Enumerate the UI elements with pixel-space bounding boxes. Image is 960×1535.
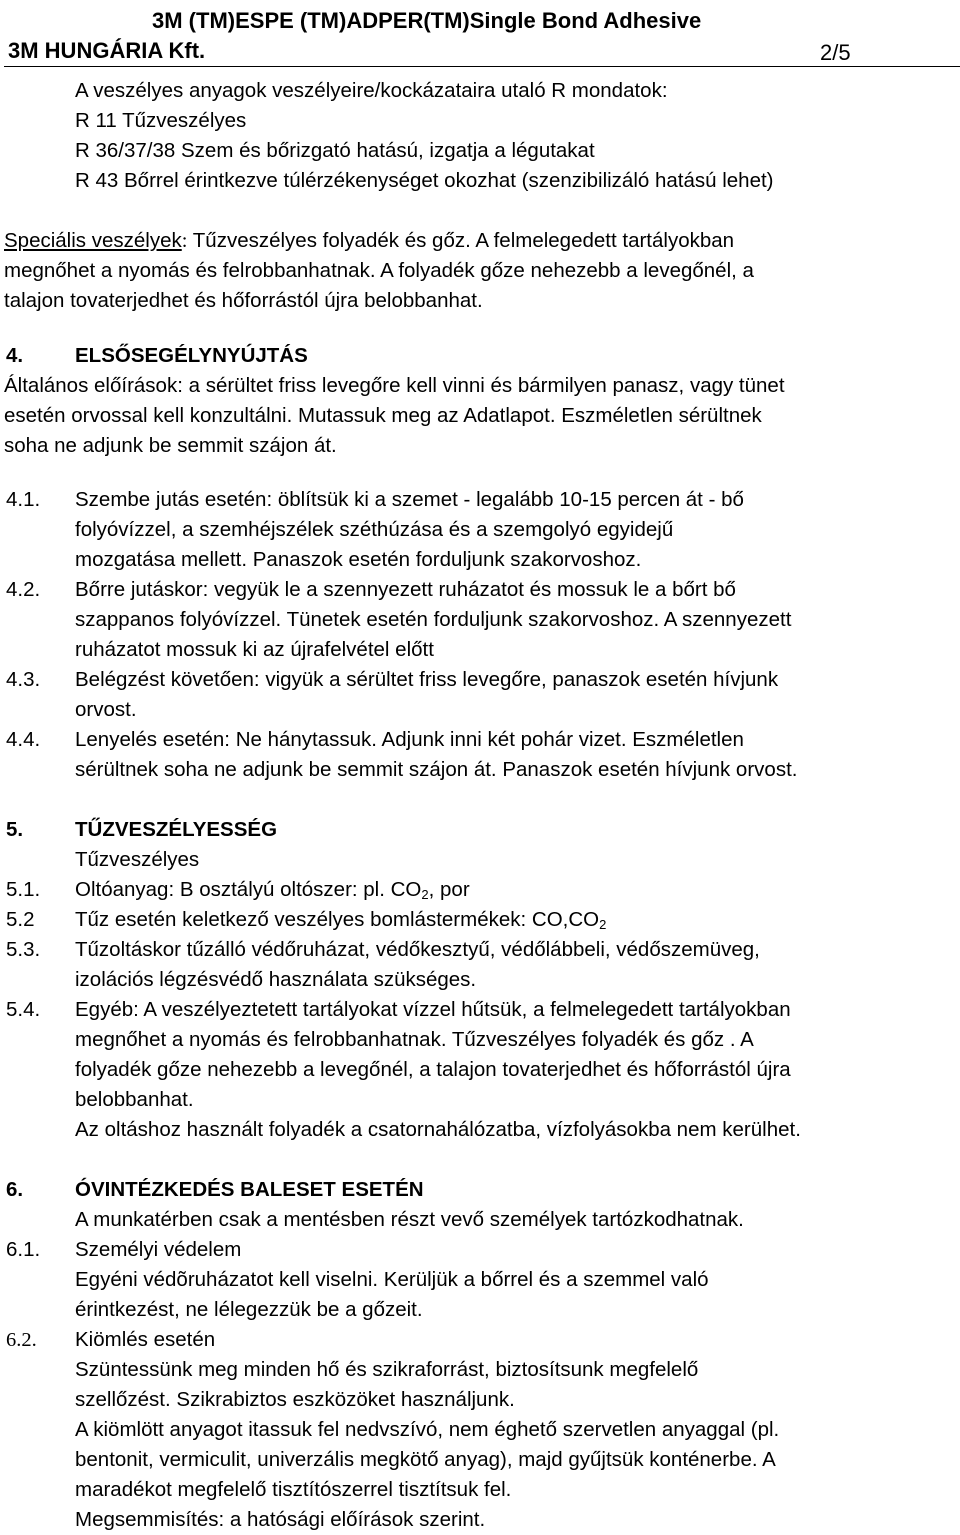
item-6-2-number: 6.2. [6, 1329, 37, 1351]
special-hazards-label: Speciális veszélyek [4, 229, 182, 252]
item-4-2-text: szappanos folyóvízzel. Tünetek esetén forduljunk szakorvoshoz. A szennyezett [75, 608, 792, 631]
item-6-2-text: szellőzést. Szikrabiztos eszközöket használjunk. [75, 1388, 515, 1411]
item-5-4-text: Az oltáshoz használt folyadék a csatornahálózatba, vízfolyásokba nem kerülhet. [75, 1118, 801, 1141]
general-instructions: esetén orvossal kell konzultálni. Mutassuk meg az Adatlapot. Eszméletlen sérültnek [4, 404, 762, 427]
item-5-3-text: izolációs légzésvédő használata szükséges. [75, 968, 477, 991]
header-divider [4, 66, 960, 67]
item-5-4-text: belobbanhat. [75, 1088, 194, 1111]
item-6-2-text: A kiömlött anyagot itassuk fel nedvszívó, nem éghető szervetlen anyaggal (pl. [75, 1418, 780, 1441]
item-4-2-text: Bőrre jutáskor: vegyük le a szennyezett ruházatot és mossuk le a bőrt bő [75, 578, 736, 601]
item-4-1-number: 4.1. [6, 488, 41, 511]
page-number: 2/5 [820, 40, 851, 65]
item-6-1-title: Személyi védelem [75, 1238, 242, 1261]
item-4-3-text: orvost. [75, 698, 137, 721]
section-6-title: ÓVINTÉZKEDÉS BALESET ESETÉN [75, 1178, 424, 1201]
item-6-2-text: maradékot megfelelő tisztítószerrel tisztítsuk fel. [75, 1478, 512, 1501]
item-6-2-text: bentonit, vermiculit, univerzális megkötő anyag), majd gyűjtsük konténerbe. A [75, 1448, 776, 1471]
item-6-1-number: 6.1. [6, 1238, 41, 1261]
item-4-1-text: Szembe jutás esetén: öblítsük ki a szemet - legalább 10-15 percen át - bő [75, 488, 744, 511]
company-name: 3M HUNGÁRIA Kft. [8, 38, 206, 63]
r-phrases-intro: A veszélyes anyagok veszélyeire/kockázataira utaló R mondatok: [75, 79, 668, 102]
item-6-1-text: érintkezést, ne lélegezzük be a gőzeit. [75, 1298, 423, 1321]
item-6-2-text: Megsemmisítés: a hatósági előírások szerint. [75, 1508, 486, 1531]
item-5-4-text: Egyéb: A veszélyeztetett tartályokat vízzel hűtsük, a felmelegedett tartályokban [75, 998, 791, 1021]
item-4-4-number: 4.4. [6, 728, 41, 751]
item-5-1-number: 5.1. [6, 878, 41, 901]
section-4-number: 4. [6, 344, 24, 367]
item-4-4-text: sérültnek soha ne adjunk be semmit szájon át. Panaszok esetén hívjunk orvost. [75, 758, 798, 781]
section-6-number: 6. [6, 1178, 24, 1201]
item-6-2-text: Szüntessünk meg minden hő és szikraforrást, biztosítsunk megfelelő [75, 1358, 699, 1381]
r-phrase: R 11 Tűzveszélyes [75, 109, 247, 132]
section-5-number: 5. [6, 818, 24, 841]
r-phrase: R 43 Bőrrel érintkezve túlérzékenységet okozhat (szenzibilizáló hatású lehet) [75, 169, 774, 192]
item-6-1-text: Egyéni védõruházatot kell viselni. Kerüljük a bőrrel és a szemmel való [75, 1268, 709, 1291]
item-4-2-number: 4.2. [6, 578, 41, 601]
general-instructions: soha ne adjunk be semmit szájon át. [4, 434, 337, 457]
section-5-subtitle: Tűzveszélyes [75, 848, 200, 871]
item-5-4-text: megnőhet a nyomás és felrobbanhatnak. Tűzveszélyes folyadék és gőz . A [75, 1028, 754, 1051]
item-5-4-text: folyadék gőze nehezebb a levegőnél, a talajon tovaterjedhet és hőforrástól újra [75, 1058, 791, 1081]
general-instructions: Általános előírások: a sérültet friss levegőre kell vinni és bármilyen panasz, vagy tünet [4, 374, 785, 397]
item-6-2-title: Kiömlés esetén [75, 1328, 216, 1351]
item-5-2-text: Tűz esetén keletkező veszélyes bomlástermékek: $CO,CO_2$ [75, 908, 607, 932]
item-4-4-text: Lenyelés esetén: Ne hánytassuk. Adjunk inni két pohár vizet. Eszméletlen [75, 728, 744, 751]
section-4-title: ELSŐSEGÉLYNYÚJTÁS [75, 344, 308, 367]
item-5-4-number: 5.4. [6, 998, 41, 1021]
special-hazards-text: megnőhet a nyomás és felrobbanhatnak. A folyadék gőze nehezebb a levegőnél, a [4, 259, 754, 282]
item-4-3-text: Belégzést követően: vigyük a sérültet friss levegőre, panaszok esetén hívjunk [75, 668, 779, 691]
item-4-2-text: ruházatot mossuk ki az újrafelvétel előtt [75, 638, 434, 661]
item-5-1-text: Oltóanyag: B osztályú oltószer: pl. $CO_2$, por [75, 878, 470, 902]
special-hazards-line: Speciális veszélyek: Tűzveszélyes folyadék és gőz. A felmelegedett tartályokban [4, 229, 735, 252]
item-5-3-text: Tűzoltáskor tűzálló védőruházat, védőkesztyű, védőlábbeli, védőszemüveg, [75, 938, 760, 961]
item-5-3-number: 5.3. [6, 938, 41, 961]
special-hazards-text: talajon tovaterjedhet és hőforrástól újra belobbanhat. [4, 289, 483, 312]
item-4-1-text: folyóvízzel, a szemhéjszélek széthúzása és a szemgolyó egyidejű [75, 518, 674, 541]
item-4-3-number: 4.3. [6, 668, 41, 691]
section-6-intro: A munkatérben csak a mentésben részt vevő személyek tartózkodhatnak. [75, 1208, 744, 1231]
document-title: 3M (TM)ESPE (TM)ADPER(TM)Single Bond Adhesive [152, 8, 702, 33]
item-5-2-number: 5.2 [6, 908, 35, 931]
item-4-1-text: mozgatása mellett. Panaszok esetén forduljunk szakorvoshoz. [75, 548, 642, 571]
section-5-title: TŰZVESZÉLYESSÉG [75, 818, 278, 841]
r-phrase: R 36/37/38 Szem és bőrizgató hatású, izgatja a légutakat [75, 139, 595, 162]
